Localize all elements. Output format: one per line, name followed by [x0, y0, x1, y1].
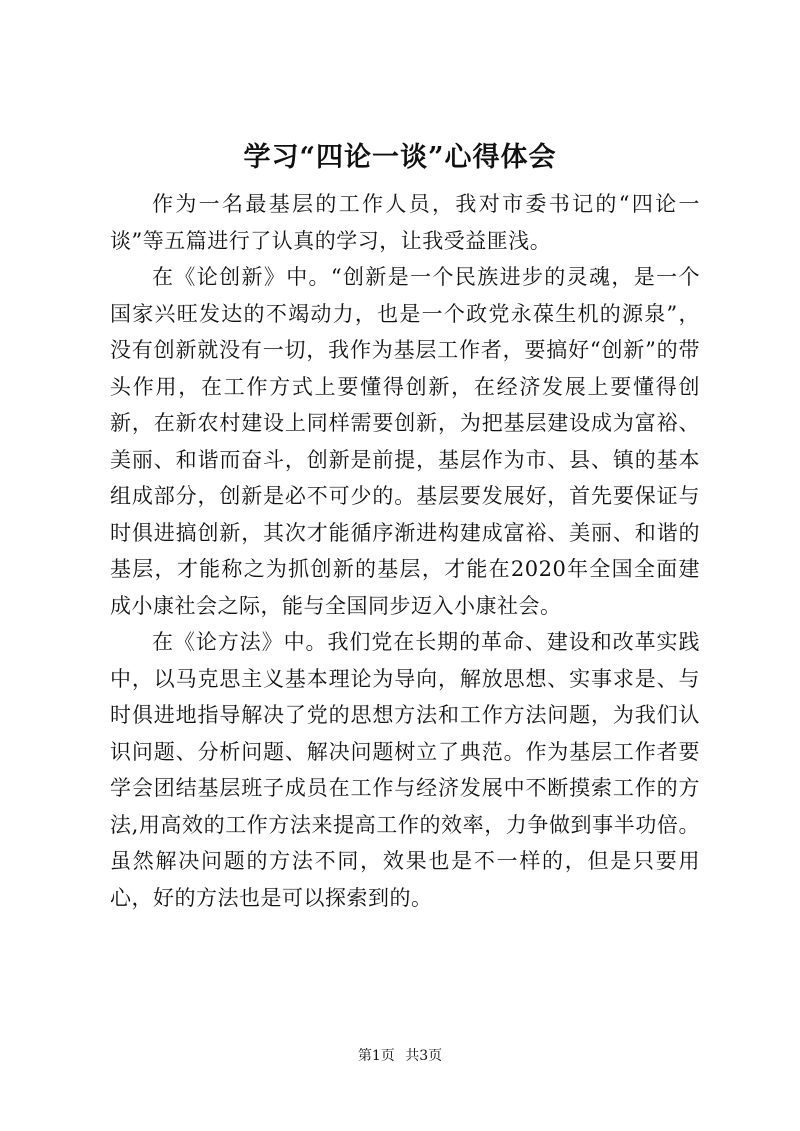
- paragraph-innovation: 在《论创新》中。“创新是一个民族进步的灵魂，是一个国家兴旺发达的不竭动力，也是一个政党永葆生机的源泉”，没有创新就没有一切，我作为基层工作者，要搞好“创新”的带头作用，在工作方式上要懂得创新，在经济发展上要懂得创新，在新农村建设上同样需要创新，为把基层建设成为富裕、美丽、和谐而奋斗，创新是前提，基层作为市、县、镇的基本组成部分，创新是必不可少的。基层要发展好，首先要保证与时俱进搞创新，其次才能循序渐进构建成富裕、美丽、和谐的基层，才能称之为抓创新的基层，才能在2020年全国全面建成小康社会之际，能与全国同步迈入小康社会。: [110, 265, 700, 618]
- page-number: 第1页: [357, 1048, 395, 1064]
- paragraph-intro: 作为一名最基层的工作人员，我对市委书记的“四论一谈”等五篇进行了认真的学习，让我受益匪浅。: [110, 192, 700, 253]
- document-body: [110, 186, 700, 916]
- page-footer: [0, 1046, 800, 1066]
- paragraph-method: 在《论方法》中。我们党在长期的革命、建设和改革实践中，以马克思主义基本理论为导向，解放思想、实事求是、与时俱进地指导解决了党的思想方法和工作方法问题，为我们认识问题、分析问题、解决问题树立了典范。作为基层工作者要学会团结基层班子成员在工作与经济发展中不断摸索工作的方法,用高效的工作方法来提高工作的效率，力争做到事半功倍。虽然解决问题的方法不同，效果也是不一样的，但是只要用心，好的方法也是可以探索到的。: [110, 630, 700, 910]
- page-total: 共3页: [405, 1048, 443, 1064]
- document-title: 学习“四论一谈”心得体会: [243, 142, 557, 173]
